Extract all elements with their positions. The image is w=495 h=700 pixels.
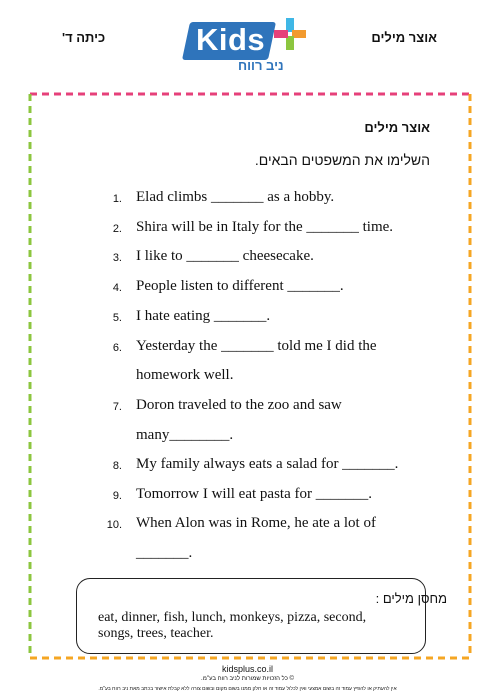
- footer-legal: אין להעתיק או להפיץ עמוד זה בשום אמצעי ואין לכלול עמוד זה או חלק ממנו בשום מקום ובשום צורה ללא קבלת אישור בכתב מאת ניב רווח בע"מ.: [98, 686, 397, 692]
- footer-site: kidsplus.co.il: [221, 664, 274, 674]
- question-text: homework well.: [136, 367, 234, 383]
- word-bank-title: מחסן מילים :: [375, 591, 447, 606]
- question-number: 8.: [112, 460, 122, 472]
- question-text: My family always eats a salad for _______.: [136, 456, 399, 472]
- topic-label: אוצר מילים: [371, 30, 437, 45]
- question-number: 6.: [112, 342, 122, 354]
- question-text: _______.: [136, 545, 193, 561]
- question-text: People listen to different _______.: [136, 278, 344, 294]
- question-number: 3.: [112, 252, 122, 264]
- instructions: השלימו את המשפטים הבאים.: [254, 152, 430, 168]
- question-number: 1.: [112, 193, 122, 205]
- question-number: 4.: [112, 282, 122, 294]
- question-text: Tomorrow I will eat pasta for _______.: [136, 486, 372, 502]
- question-text: Doron traveled to the zoo and saw: [136, 397, 342, 413]
- grade-label: כיתה ד': [62, 30, 106, 45]
- question-text: I like to _______ cheesecake.: [136, 248, 314, 264]
- kids-plus-logo: [186, 16, 310, 76]
- question-number: 2.: [112, 223, 122, 235]
- question-number: 10.: [106, 519, 122, 531]
- footer-copyright: © כל הזכויות שמורות לניב רווח בע"מ.: [201, 676, 294, 682]
- logo-text: Kids: [196, 22, 266, 57]
- logo-subtitle: ניב רווח: [238, 58, 284, 73]
- question-text: Shira will be in Italy for the _______ time.: [136, 219, 394, 235]
- dashed-frame: [28, 92, 472, 660]
- question-text: Yesterday the _______ told me I did the: [136, 338, 377, 354]
- question-text: Elad climbs _______ as a hobby.: [136, 189, 335, 205]
- question-number: 5.: [112, 312, 122, 324]
- word-bank-words: eat, dinner, fish, lunch, monkeys, pizza, second, songs, trees, teacher.: [98, 610, 367, 641]
- section-title: אוצר מילים: [364, 120, 430, 135]
- question-text: many________.: [136, 427, 234, 443]
- question-number: 7.: [112, 401, 122, 413]
- question-number: 9.: [112, 490, 122, 502]
- question-text: I hate eating _______.: [136, 308, 271, 324]
- question-text: When Alon was in Rome, he ate a lot of: [136, 515, 376, 531]
- plus-icon: [274, 18, 306, 50]
